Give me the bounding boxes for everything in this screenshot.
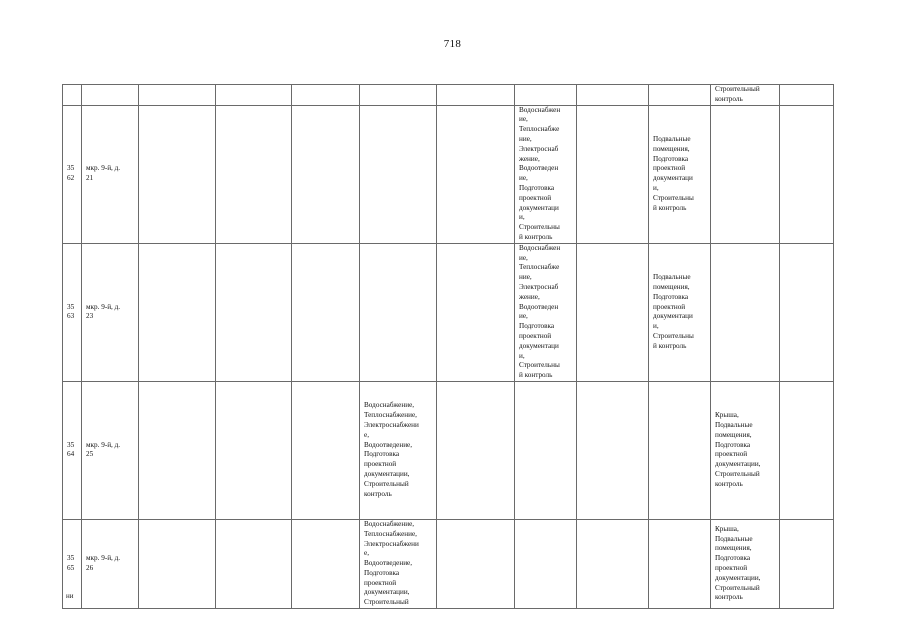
cell-works-k: Строительный контроль [711, 85, 780, 106]
cell-works-i [711, 105, 780, 243]
cell-works-i: Крыша, Подвальные помещения, Подготовка проектной документации, Строительный контроль [711, 519, 780, 608]
cell-empty [292, 243, 360, 381]
cell-works-e [437, 243, 515, 381]
cell-works-h [649, 519, 711, 608]
cell-empty [292, 381, 360, 519]
table-row-continued [63, 85, 834, 106]
cell-empty [577, 105, 649, 243]
table-row [63, 519, 834, 608]
cell-works-h: Подвальные помещения, Подготовка проектной документаци и, Строительны й контроль [649, 243, 711, 381]
cell-number: 35 63 [63, 243, 82, 381]
cell-works-e: Водоснабжение, Теплоснабжение, Электроснабжени е, Водоотведение, Подготовка проектной документации, Строительный [360, 519, 437, 608]
cell-works-i: Крыша, Подвальные помещения, Подготовка проектной документации, Строительный контроль [711, 381, 780, 519]
cell-empty [780, 381, 834, 519]
cell-works-i [711, 243, 780, 381]
cell-works-h [649, 381, 711, 519]
cell-empty [515, 85, 577, 106]
cell-empty [292, 105, 360, 243]
cell-works-i [649, 85, 711, 106]
cell-address: мкр. 9-й, д. 23 [82, 243, 139, 381]
cell-works-h [577, 85, 649, 106]
cell-works-e [437, 105, 515, 243]
cell-works-e: Водоснабжение, Теплоснабжение, Электроснабжени е, Водоотведение, Подготовка проектной документации, Строительный контроль [360, 381, 437, 519]
cell-works-f: Водоснабжен ие, Теплоснабже ние, Электроснаб жение, Водоотведен ие, Подготовка проектной документаци и, Строительны й контроль [515, 105, 577, 243]
cell-empty [139, 105, 216, 243]
cell-works-f [437, 519, 515, 608]
cell-empty [139, 381, 216, 519]
cell-empty [360, 243, 437, 381]
cell-empty [780, 243, 834, 381]
cell-empty [780, 85, 834, 106]
cell-address [82, 85, 139, 106]
works-table [62, 84, 832, 609]
cell-empty [780, 519, 834, 608]
cell-address: мкр. 9-й, д. 26 [82, 519, 139, 608]
cell-empty [292, 519, 360, 608]
cell-empty [216, 381, 292, 519]
cell-number: 35 65 [63, 519, 82, 608]
cell-empty [216, 519, 292, 608]
cell-empty [577, 243, 649, 381]
cell-empty [360, 85, 437, 106]
footer-mark: ни [66, 592, 74, 600]
cell-address: мкр. 9-й, д. 25 [82, 381, 139, 519]
cell-empty [139, 519, 216, 608]
cell-empty [139, 85, 216, 106]
cell-empty [577, 381, 649, 519]
cell-empty [360, 105, 437, 243]
cell-empty [577, 519, 649, 608]
cell-number: 35 64 [63, 381, 82, 519]
table-row [63, 105, 834, 243]
cell-empty [515, 519, 577, 608]
cell-empty [437, 85, 515, 106]
cell-empty [216, 105, 292, 243]
cell-empty [216, 243, 292, 381]
cell-number [63, 85, 82, 106]
cell-empty [216, 85, 292, 106]
cell-empty [139, 243, 216, 381]
cell-works-f [437, 381, 515, 519]
table-row [63, 381, 834, 519]
cell-empty [515, 381, 577, 519]
cell-works-f: Водоснабжен ие, Теплоснабже ние, Электроснаб жение, Водоотведен ие, Подготовка проектной документаци и, Строительны й контроль [515, 243, 577, 381]
cell-empty [292, 85, 360, 106]
table-row [63, 243, 834, 381]
cell-works-h: Подвальные помещения, Подготовка проектной документаци и, Строительны й контроль [649, 105, 711, 243]
page-number: 718 [443, 38, 462, 50]
cell-empty [780, 105, 834, 243]
cell-number: 35 62 [63, 105, 82, 243]
cell-address: мкр. 9-й, д. 21 [82, 105, 139, 243]
